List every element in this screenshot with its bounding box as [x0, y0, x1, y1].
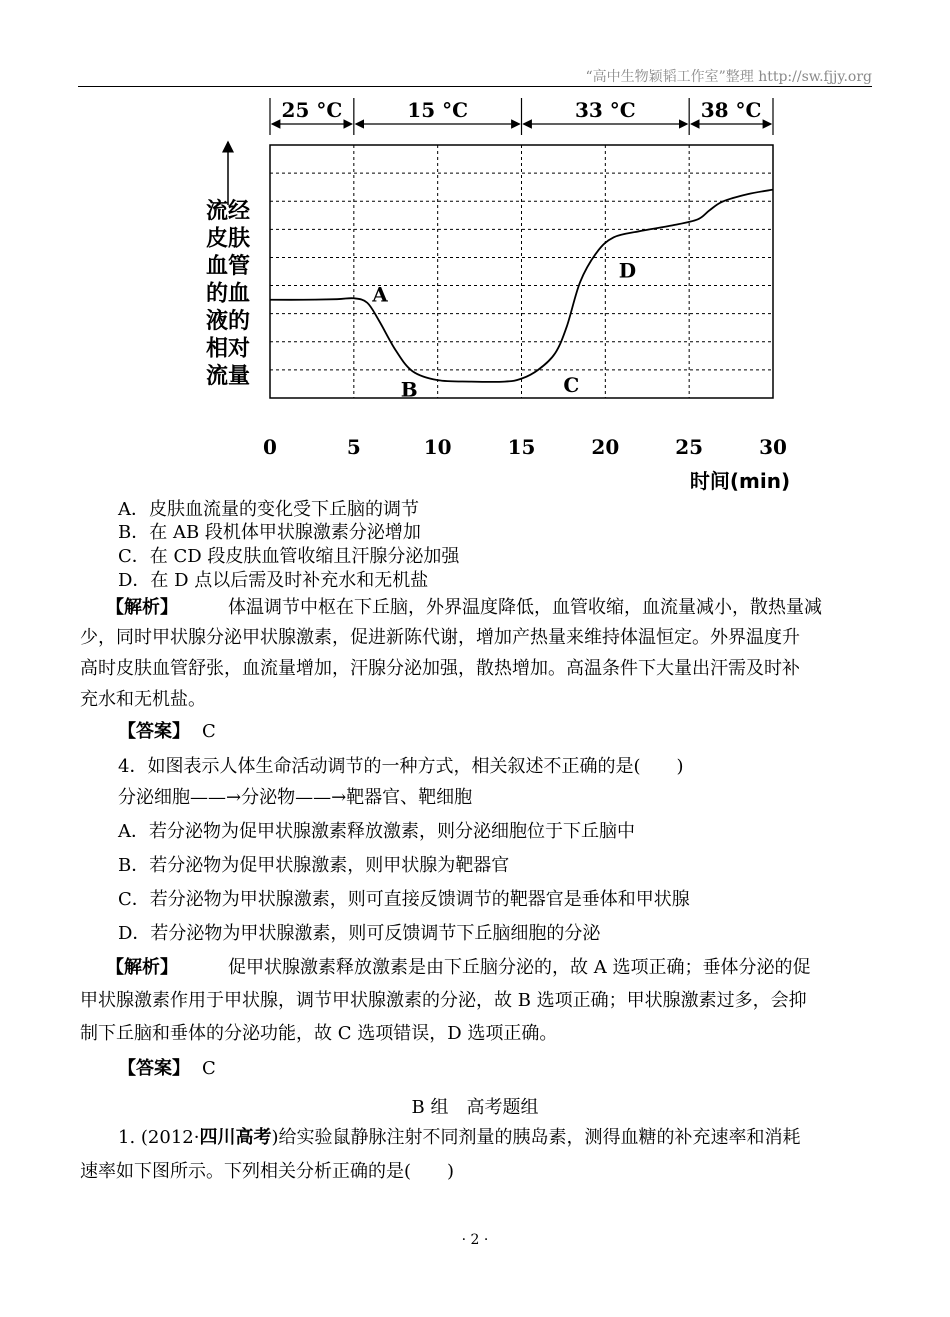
x-axis-label: 时间(min) [689, 469, 791, 493]
x-tick-label: 30 [759, 435, 787, 459]
section-b-title: B 组 高考题组 [411, 1097, 539, 1118]
x-tick-label: 0 [263, 435, 277, 459]
q4-option-a: A．若分泌物为促甲状腺激素释放激素，则分泌细胞位于下丘脑中 [118, 821, 635, 842]
header-rule [78, 86, 872, 87]
q4-analysis-label: 【解析】 [106, 957, 178, 978]
y-label-line: 皮肤 [205, 226, 251, 252]
y-label-line: 的血 [205, 281, 251, 307]
q4-analysis-line-2: 甲状腺激素作用于甲状腺，调节甲状腺激素的分泌，故 B 选项正确；甲状腺激素过多，会抑 [80, 990, 807, 1011]
y-label-line: 血管 [205, 254, 251, 279]
point-label-b: B [400, 377, 418, 402]
q3-analysis-line-2: 少，同时甲状腺分泌甲状腺激素，促进新陈代谢，增加产热量来维持体温恒定。外界温度升 [80, 627, 800, 648]
point-labels [371, 258, 636, 401]
q4-stem: 4．如图表示人体生命活动调节的一种方式，相关叙述不正确的是( ) [118, 756, 684, 777]
q3-option-d: D．在 D 点以后需及时补充水和无机盐 [118, 570, 429, 591]
q3-option-c: C．在 CD 段皮肤血管收缩且汗腺分泌加强 [118, 546, 460, 567]
x-tick-label: 10 [423, 435, 452, 459]
point-label-c: C [563, 373, 580, 398]
q4-option-b: B．若分泌物为促甲状腺激素，则甲状腺为靶器官 [118, 855, 510, 876]
x-tick-label: 5 [346, 435, 361, 459]
q3-analysis-line-4: 充水和无机盐。 [80, 689, 206, 710]
page-header: “高中生物颖韬工作室”整理 http://sw.fjjy.org [585, 69, 872, 85]
blood-flow-chart [160, 90, 810, 500]
x-tick-labels [263, 435, 787, 459]
q3-option-a: A．皮肤血流量的变化受下丘脑的调节 [118, 499, 419, 520]
q4-answer: 【答案】 C [118, 1058, 216, 1079]
point-label-d: D [618, 258, 637, 283]
q4-analysis-line-1: 促甲状腺激素释放激素是由下丘脑分泌的，故 A 选项正确；垂体分泌的促 [228, 957, 811, 978]
band-label: 15 °C [407, 98, 469, 122]
q3-analysis-line-1: 体温调节中枢在下丘脑，外界温度降低，血管收缩，血流量减小，散热量减 [228, 597, 822, 618]
band-label: 33 °C [574, 98, 636, 122]
chart-grid [270, 145, 773, 398]
y-label-line: 流经 [205, 199, 251, 224]
y-label-line: 相对 [205, 336, 251, 362]
q3-analysis-line-3: 高时皮肤血管舒张，血流量增加，汗腺分泌加强，散热增加。高温条件下大量出汗需及时补 [80, 658, 800, 679]
x-tick-label: 20 [591, 435, 620, 459]
page-number: · 2 · [461, 1232, 489, 1248]
band-label: 38 °C [700, 98, 762, 122]
temperature-bands [270, 98, 773, 135]
q3-answer: 【答案】 C [118, 721, 216, 742]
y-axis-label [206, 198, 250, 389]
point-label-a: A [372, 282, 388, 307]
q3-option-b: B．在 AB 段机体甲状腺激素分泌增加 [118, 522, 421, 543]
x-tick-label: 25 [675, 435, 704, 459]
q4-analysis-line-3: 制下丘脑和垂体的分泌功能，故 C 选项错误，D 选项正确。 [80, 1023, 558, 1044]
b-q1-line-1: 1. (2012·四川高考)给实验鼠静脉注射不同剂量的胰岛素，测得血糖的补充速率和消耗 [118, 1127, 801, 1148]
q4-option-c: C．若分泌物为甲状腺激素，则可直接反馈调节的靶器官是垂体和甲状腺 [118, 889, 690, 910]
band-label: 25 °C [281, 98, 343, 122]
q4-option-d: D．若分泌物为甲状腺激素，则可反馈调节下丘脑细胞的分泌 [118, 923, 601, 944]
y-label-line: 流量 [205, 364, 251, 389]
x-tick-label: 15 [507, 435, 536, 459]
b-q1-line-2: 速率如下图所示。下列相关分析正确的是( ) [80, 1161, 455, 1182]
q3-analysis-label: 【解析】 [106, 597, 178, 618]
y-label-line: 液的 [205, 309, 251, 334]
q4-flow: 分泌细胞——→分泌物——→靶器官、靶细胞 [118, 787, 473, 808]
